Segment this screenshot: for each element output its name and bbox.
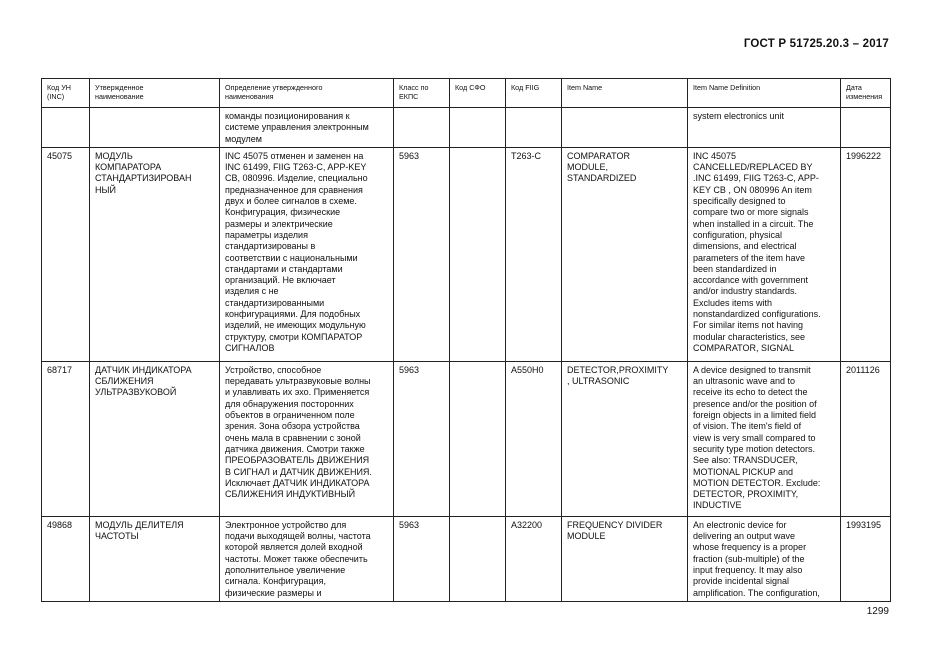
text-line: MODULE, bbox=[567, 162, 609, 173]
col-header-approved-name bbox=[90, 79, 220, 108]
text-line: when installed in a circuit. The bbox=[693, 218, 814, 229]
text-line: configuration, physical bbox=[693, 229, 783, 240]
text-line: стандартизированы в bbox=[225, 241, 316, 252]
text-line: Excludes items with bbox=[693, 297, 773, 308]
item-name-cell bbox=[562, 361, 688, 516]
fiig-code-cell: A32200 bbox=[506, 516, 562, 601]
text-line: been standardized in bbox=[693, 263, 777, 274]
text-line: размеры и электрические bbox=[225, 218, 333, 229]
text-line: an ultrasonic wave and to bbox=[693, 376, 796, 387]
col-header-definition bbox=[220, 79, 394, 108]
definition-cell bbox=[220, 516, 394, 601]
text-line: DETECTOR, PROXIMITY, bbox=[693, 489, 799, 500]
text-line: и улавливать их эхо. Применяется bbox=[225, 387, 370, 398]
text-line: dimensions, and electrical bbox=[693, 241, 797, 252]
text-line: CANCELLED/REPLACED BY bbox=[693, 162, 813, 173]
text-line: зрения. Зона обзора устройства bbox=[225, 421, 360, 432]
text-line: датчика движения. Смотри также bbox=[225, 443, 365, 454]
text-line: INDUCTIVE bbox=[693, 500, 742, 511]
document-header: ГОСТ Р 51725.20.3 – 2017 bbox=[743, 38, 889, 50]
header-line: (INC) bbox=[47, 92, 65, 102]
text-line: KEY CB , ON 080996 An item bbox=[693, 184, 812, 195]
text-line: FREQUENCY DIVIDER bbox=[567, 519, 663, 530]
ekps-class-cell: 5963 bbox=[394, 147, 450, 361]
fiig-code-cell bbox=[506, 108, 562, 148]
text-line: specifically designed to bbox=[693, 196, 786, 207]
change-date-cell: 2011126 bbox=[841, 361, 891, 516]
inc-cell: 49868 bbox=[42, 516, 90, 601]
text-line: STANDARDIZED bbox=[567, 173, 637, 184]
text-line: СБЛИЖЕНИЯ bbox=[95, 376, 154, 387]
text-line: структуру, смотри КОМПАРАТОР bbox=[225, 331, 363, 342]
item-name-cell bbox=[562, 108, 688, 148]
header-line: Код СФО bbox=[455, 83, 486, 92]
text-line: fraction (sub-multiple) of the bbox=[693, 553, 805, 564]
definition-cell bbox=[220, 361, 394, 516]
table-row bbox=[42, 516, 891, 601]
text-line: очень мала в сравнении с зоной bbox=[225, 432, 361, 443]
text-line: ДАТЧИК ИНДИКАТОРА bbox=[95, 364, 192, 375]
text-line: предназначенное для сравнения bbox=[225, 184, 363, 195]
inc-cell bbox=[42, 108, 90, 148]
col-header-inc bbox=[42, 79, 90, 108]
sfo-code-cell bbox=[450, 361, 506, 516]
text-line: system electronics unit bbox=[693, 111, 785, 121]
text-line: соответствии с национальными bbox=[225, 252, 358, 263]
text-line: изделий, не имеющих модульную bbox=[225, 320, 366, 331]
text-line: СТАНДАРТИЗИРОВАН bbox=[95, 173, 192, 184]
col-header-item-name bbox=[562, 79, 688, 108]
col-header-change-date bbox=[841, 79, 891, 108]
text-line: организаций. Не включает bbox=[225, 275, 336, 286]
fiig-code-cell: T263-C bbox=[506, 147, 562, 361]
header-line: Класс по bbox=[399, 83, 429, 92]
text-line: системе управления электронным bbox=[225, 122, 369, 133]
approved-name-cell bbox=[90, 516, 220, 601]
page-number: 1299 bbox=[866, 606, 889, 617]
header-line: Код УН bbox=[47, 83, 71, 92]
table-row bbox=[42, 147, 891, 361]
item-name-definition-cell bbox=[688, 108, 841, 148]
header-line: наименование bbox=[95, 92, 144, 102]
ekps-class-cell: 5963 bbox=[394, 516, 450, 601]
approved-name-cell bbox=[90, 108, 220, 148]
approved-name-cell bbox=[90, 361, 220, 516]
header-line: Item Name Definition bbox=[693, 83, 761, 92]
header-line: Код FIIG bbox=[511, 83, 540, 92]
text-line: Конфигурация, физические bbox=[225, 207, 341, 218]
text-line: view is very small compared to bbox=[693, 432, 816, 443]
text-line: В СИГНАЛ и ДАТЧИК ДВИЖЕНИЯ. bbox=[225, 466, 372, 477]
text-line: подачи выходящей волны, частота bbox=[225, 531, 371, 542]
text-line: security type motion detectors. bbox=[693, 443, 816, 454]
sfo-code-cell bbox=[450, 147, 506, 361]
text-line: физические размеры и bbox=[225, 587, 322, 598]
text-line: compare two or more signals bbox=[693, 207, 809, 218]
text-line: presence and/or the position of bbox=[693, 398, 817, 409]
approved-name-cell bbox=[90, 147, 220, 361]
text-line: INC 45075 bbox=[693, 150, 737, 161]
header-line: Определение утвержденного bbox=[225, 83, 323, 92]
col-header-sfo-code bbox=[450, 79, 506, 108]
header-line: Item Name bbox=[567, 83, 603, 92]
header-line: Утвержденное bbox=[95, 83, 144, 92]
item-name-definition-cell bbox=[688, 516, 841, 601]
text-line: конфигурациями. Для подобных bbox=[225, 309, 361, 320]
header-line: изменения bbox=[846, 92, 883, 102]
text-line: receive its echo to detect the bbox=[693, 387, 808, 398]
change-date-cell: 1993195 bbox=[841, 516, 891, 601]
inc-cell: 45075 bbox=[42, 147, 90, 361]
header-line: ЕКПС bbox=[399, 92, 419, 102]
text-line: частоты. Может также обеспечить bbox=[225, 553, 368, 564]
text-line: MOTION DETECTOR. Exclude: bbox=[693, 477, 821, 488]
inc-cell: 68717 bbox=[42, 361, 90, 516]
text-line: nonstandardized configurations. bbox=[693, 309, 821, 320]
definition-cell bbox=[220, 147, 394, 361]
text-line: передавать ультразвуковые волны bbox=[225, 376, 371, 387]
col-header-item-name-definition bbox=[688, 79, 841, 108]
table-row bbox=[42, 361, 891, 516]
text-line: CB, 080996. Изделие, специально bbox=[225, 173, 368, 184]
text-line: команды позиционирования к bbox=[225, 111, 350, 121]
text-line: параметры изделия bbox=[225, 229, 308, 240]
text-line: двух и более сигналов в схеме. bbox=[225, 196, 357, 207]
fiig-code-cell: A550H0 bbox=[506, 361, 562, 516]
text-line: модулем bbox=[225, 133, 262, 144]
text-line: НЫЙ bbox=[95, 184, 116, 195]
item-name-cell bbox=[562, 147, 688, 361]
table-header-row bbox=[42, 79, 891, 108]
text-line: СИГНАЛОВ bbox=[225, 342, 275, 353]
text-line: For similar items not having bbox=[693, 320, 804, 331]
definition-cell bbox=[220, 108, 394, 148]
text-line: provide incidental signal bbox=[693, 576, 790, 587]
text-line: МОДУЛЬ bbox=[95, 150, 133, 161]
text-line: объектов в ограниченном поле bbox=[225, 410, 355, 421]
continuation-row bbox=[42, 108, 891, 148]
header-line: Дата bbox=[846, 83, 862, 92]
text-line: DETECTOR,PROXIMITY bbox=[567, 364, 669, 375]
text-line: amplification. The configuration, bbox=[693, 587, 820, 598]
change-date-cell: 1996222 bbox=[841, 147, 891, 361]
text-line: , ULTRASONIC bbox=[567, 376, 630, 387]
text-line: COMPARATOR bbox=[567, 150, 631, 161]
text-line: MODULE bbox=[567, 531, 606, 542]
text-line: and/or industry standards. bbox=[693, 286, 798, 297]
text-line: СБЛИЖЕНИЯ ИНДУКТИВНЫЙ bbox=[225, 489, 356, 500]
text-line: дополнительное увеличение bbox=[225, 565, 346, 576]
text-line: modular characteristics, see bbox=[693, 331, 806, 342]
text-line: A device designed to transmit bbox=[693, 364, 811, 375]
text-line: foreign objects in a limited field bbox=[693, 410, 817, 421]
ekps-class-cell bbox=[394, 108, 450, 148]
text-line: An electronic device for bbox=[693, 519, 787, 530]
text-line: сигнала. Конфигурация, bbox=[225, 576, 326, 587]
col-header-fiig-code bbox=[506, 79, 562, 108]
text-line: ПРЕОБРАЗОВАТЕЛЬ ДВИЖЕНИЯ bbox=[225, 455, 370, 466]
col-header-ekps-class bbox=[394, 79, 450, 108]
text-line: See also: TRANSDUCER, bbox=[693, 455, 798, 466]
text-line: MOTIONAL PICKUP and bbox=[693, 466, 794, 477]
text-line: КОМПАРАТОРА bbox=[95, 162, 162, 173]
text-line: УЛЬТРАЗВУКОВОЙ bbox=[95, 387, 177, 398]
text-line: Устройство, способное bbox=[225, 364, 322, 375]
text-line: Электронное устройство для bbox=[225, 519, 347, 530]
text-line: изделия с не bbox=[225, 286, 279, 297]
text-line: delivering an output wave bbox=[693, 531, 796, 542]
item-name-definition-cell bbox=[688, 361, 841, 516]
text-line: of vision. The item's field of bbox=[693, 421, 802, 432]
classification-table bbox=[41, 78, 891, 602]
text-line: для обнаружения посторонних bbox=[225, 398, 354, 409]
ekps-class-cell: 5963 bbox=[394, 361, 450, 516]
sfo-code-cell bbox=[450, 516, 506, 601]
header-line: наименования bbox=[225, 92, 274, 102]
text-line: INC 45075 отменен и заменен на bbox=[225, 150, 364, 161]
text-line: COMPARATOR, SIGNAL bbox=[693, 342, 795, 353]
text-line: input frequency. It may also bbox=[693, 565, 803, 576]
item-name-definition-cell bbox=[688, 147, 841, 361]
sfo-code-cell bbox=[450, 108, 506, 148]
change-date-cell bbox=[841, 108, 891, 148]
text-line: стандартизированными bbox=[225, 297, 325, 308]
text-line: МОДУЛЬ ДЕЛИТЕЛЯ bbox=[95, 519, 184, 530]
text-line: INC 61499, FIIG T263-C, APP-KEY bbox=[225, 162, 367, 173]
text-line: которой является долей входной bbox=[225, 542, 363, 553]
text-line: ЧАСТОТЫ bbox=[95, 531, 139, 542]
text-line: accordance with government bbox=[693, 275, 809, 286]
text-line: parameters of the item have bbox=[693, 252, 806, 263]
text-line: .INC 61499, FIIG T263-C, APP- bbox=[693, 173, 819, 184]
item-name-cell bbox=[562, 516, 688, 601]
text-line: whose frequency is a proper bbox=[693, 542, 807, 553]
text-line: Исключает ДАТЧИК ИНДИКАТОРА bbox=[225, 477, 370, 488]
text-line: стандартами и стандартами bbox=[225, 263, 343, 274]
